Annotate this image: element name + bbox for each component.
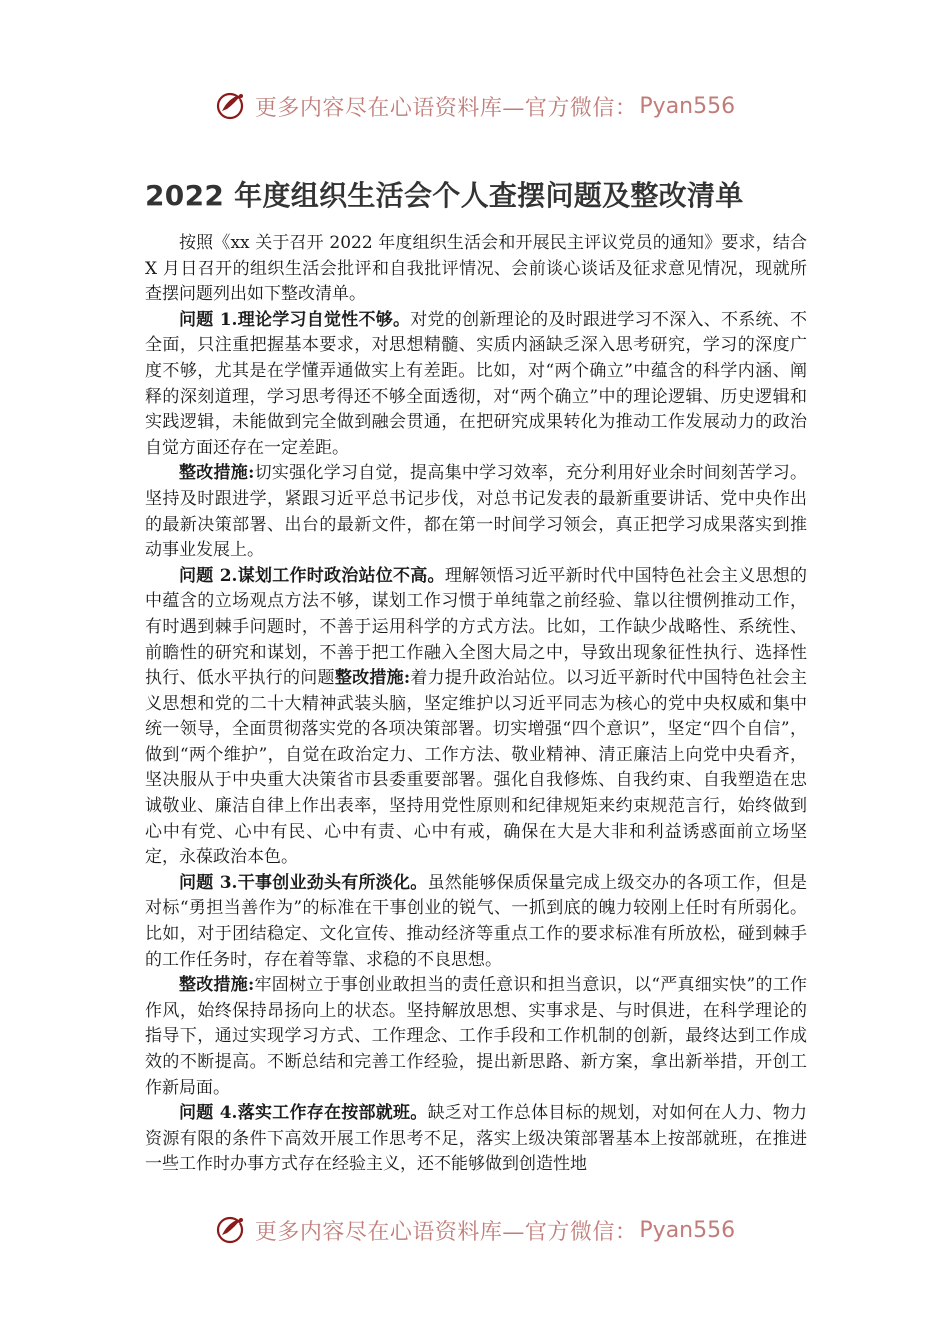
banner-text: 更多内容尽在心语资料库—官方微信： <box>254 1219 638 1245</box>
footer-banner <box>0 1208 950 1252</box>
intro-paragraph <box>145 231 807 308</box>
measure-2-text: 着力提升政治站位。以习近平新时代中国特色社会主义思想和党的二十大精神武装头脑，坚定维护以习近平同志为核心的党中央权威和集中统一领导，全面贯彻落实党的各项决策部署。切实增强“四个意识”，坚定“四个自信”，做到“两个维护”，自觉在政治定力、工作方法、敬业精神、清正廉洁上向党中央看齐，坚决服从于中央重大决策省市县委重要部署。强化自我修炼、自我约束、自我塑造在忠诚敬业、廉洁自律上作出表率，坚持用党性原则和纪律规矩来约束规范言行，始终做到心中有党、心中有民、心中有责、心中有戒，确保在大是大非和利益诱惑面前立场坚定，永葆政治本色。 <box>145 668 808 868</box>
issue-4-paragraph <box>145 1101 807 1178</box>
measure-1-text: 切实强化学习自觉，提高集中学习效率，充分利用好业余时间刻苦学习。坚持及时跟进学，紧跟习近平总书记步伐，对总书记发表的最新重要讲话、党中央作出的最新决策部署、出台的最新文件，都在第一时间学习领会，真正把学习成果落实到推动事业发展上。 <box>145 463 807 561</box>
issue-4-text: 缺乏对工作总体目标的规划，对如何在人力、物力资源有限的条件下高效开展工作思考不足，落实上级决策部署基本上按部就班，在推进一些工作时办事方式存在经验主义，还不能够做到创造性地 <box>145 1103 808 1175</box>
issue-2-text: 理解领悟习近平新时代中国特色社会主义思想的中蕴含的立场观点方法不够，谋划工作习惯于单纯靠之前经验、靠以往惯例推动工作，有时遇到棘手问题时，不善于运用科学的方式方法。比如，工作缺少战略性、系统性、前瞻性的研究和谋划，不善于把工作融入全图大局之中，导致出现象征性执行、选择性执行、低水平执行的问题 <box>145 565 807 689</box>
measure-3-label: 整改措施: <box>179 975 255 996</box>
intro-text: 按照《xx 关于召开 2022 年度组织生活会和开展民主评议党员的通知》要求，结合 X 月日召开的组织生活会批评和自我批评情况、会前谈心谈话及征求意见情况，现就所查摆问题列出如下整改清单。 <box>145 233 807 305</box>
issue-2-paragraph <box>145 564 807 871</box>
document-body <box>145 231 807 1178</box>
issue-1-paragraph <box>145 308 807 462</box>
issue-1-text: 对党的创新理论的及时跟进学习不深入、不系统、不全面，只注重把握基本要求，对思想精髓、实质内涵缺乏深入思考研究，学习的深度广度不够，尤其是在学懂弄通做实上有差距。比如，对“两个确立”中蕴含的科学内涵、阐释的深刻道理，学习思考得还不够全面透彻，对“两个确立”中的理论逻辑、历史逻辑和实践逻辑，未能做到完全做到融会贯通，在把研究成果转化为推动工作发展动力的政治自觉方面还存在一定差距。 <box>145 309 807 458</box>
measure-3-paragraph <box>145 973 807 1101</box>
measure-1-paragraph <box>145 461 807 563</box>
issue-3-text: 虽然能够保质保量完成上级交办的各项工作，但是对标“勇担当善作为”的标准在干事创业的锐气、一抓到底的魄力较刚上任时有所弱化。比如，对于团结稳定、文化宣传、推动经济等重点工作的要求标准有所放松，碰到棘手的工作任务时，存在着等靠、求稳的不良思想。 <box>145 872 808 970</box>
header-banner <box>0 84 950 128</box>
measure-1-label: 整改措施: <box>179 463 255 484</box>
banner-text: 更多内容尽在心语资料库—官方微信： <box>254 95 638 121</box>
brand-logo-icon <box>215 89 249 123</box>
issue-3-paragraph <box>145 871 807 973</box>
banner-wechat-id: Pyan556 <box>639 1217 736 1243</box>
issue-2-label: 问题 2.谋划工作时政治站位不高。 <box>179 565 445 586</box>
issue-1-label: 问题 1.理论学习自觉性不够。 <box>179 309 411 330</box>
measure-3-text: 牢固树立于事创业敢担当的责任意识和担当意识，以“严真细实快”的工作作风，始终保持昂扬向上的状态。坚持解放思想、实事求是、与时俱进，在科学理论的指导下，通过实现学习方式、工作理念、工作手段和工作机制的创新，最终达到工作成效的不断提高。不断总结和完善工作经验，提出新思路、新方案，拿出新举措，开创工作新局面。 <box>145 975 807 1098</box>
measure-2-label: 整改措施: <box>334 668 411 689</box>
issue-4-label: 问题 4.落实工作存在按部就班。 <box>179 1103 428 1124</box>
document-title: 2022 年度组织生活会个人查摆问题及整改清单 <box>145 179 744 212</box>
banner-wechat-id: Pyan556 <box>639 93 736 119</box>
brand-logo-icon <box>215 1213 249 1247</box>
issue-3-label: 问题 3.干事创业劲头有所淡化。 <box>179 872 428 893</box>
